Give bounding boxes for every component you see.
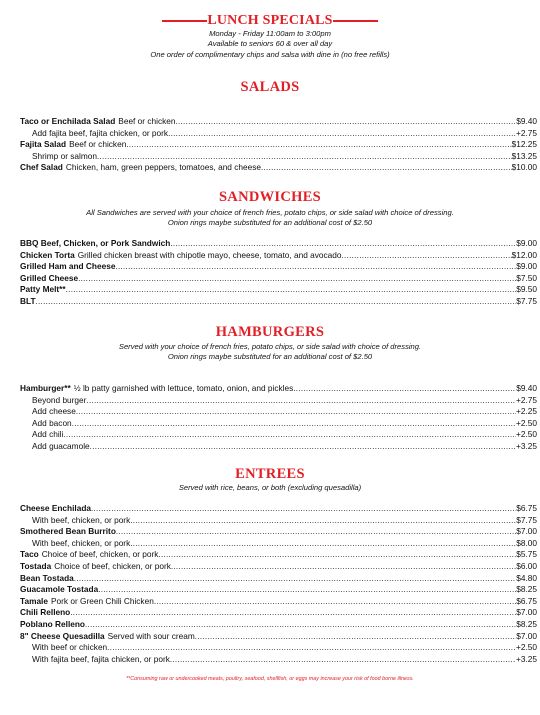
menu-item-description: Add fajita beef, fajita chicken, or pork — [32, 127, 169, 138]
menu-item-description: With beef or chicken — [32, 642, 108, 653]
menu-item-row — [20, 429, 537, 441]
hamburgers-note: Onion rings maybe substituted for an additional cost of $2.50 — [167, 352, 373, 361]
menu-item-name: Chicken Torta — [20, 249, 75, 260]
dot-leader — [86, 395, 516, 407]
dot-leader — [98, 584, 516, 596]
dot-leader — [293, 383, 516, 395]
menu-item-row — [20, 151, 537, 163]
menu-item-description: Shrimp or salmon — [32, 150, 98, 161]
menu-item-row — [20, 116, 537, 128]
menu-item-description: Add cheese — [32, 406, 76, 417]
menu-item-row — [20, 261, 537, 273]
dot-leader — [261, 162, 512, 174]
menu-item-row — [20, 549, 537, 561]
menu-item-name: Chili Relleno — [20, 607, 71, 618]
header-line: One order of complimentary chips and salsa with dine in (no free refills) — [150, 49, 390, 59]
dot-leader — [36, 296, 517, 308]
menu-item-description: With fajita beef, fajita chicken, or pork — [32, 653, 170, 664]
salads-list — [20, 116, 537, 174]
menu-item-name: Chef Salad — [20, 162, 63, 173]
menu-item-name: Hamburger** — [20, 383, 71, 393]
menu-item-price: $7.50 — [516, 272, 537, 283]
menu-item-price: $8.25 — [516, 618, 537, 629]
menu-item-name: Tostada — [20, 560, 52, 571]
menu-item-price: $7.00 — [516, 607, 537, 618]
entrees-list — [20, 503, 537, 665]
dot-leader — [126, 139, 511, 151]
sandwiches-list — [20, 238, 537, 308]
header-line: Monday - Friday 11:00am to 3:00pm — [209, 29, 331, 38]
title-rule-right — [333, 20, 378, 22]
menu-item-description: Pork or Green Chili Chicken — [50, 595, 154, 606]
menu-item-name: Smothered Bean Burrito — [20, 526, 116, 537]
menu-item-row — [20, 584, 537, 596]
menu-item-name: Bean Tostada — [20, 572, 74, 583]
page-title-block — [162, 13, 377, 29]
menu-item-description: Served with sour cream — [107, 630, 195, 641]
menu-item-description: Beyond burger — [32, 394, 87, 405]
menu-item-price: +2.50 — [516, 417, 537, 428]
menu-item-row — [20, 273, 537, 285]
menu-item-description: Add chili — [32, 429, 64, 440]
menu-item-description: Beef or chicken — [118, 116, 176, 126]
menu-item-price: $7.00 — [516, 630, 537, 641]
dot-leader — [85, 619, 516, 631]
dot-leader — [91, 503, 516, 515]
menu-item-row — [20, 395, 537, 407]
dot-leader — [342, 250, 512, 262]
menu-item-description: Choice of beef, chicken, or pork — [54, 560, 171, 571]
menu-item-row — [20, 538, 537, 550]
entrees-note: Served with rice, beans, or both (excluding quesadilla) — [178, 483, 362, 492]
sandwiches-title: SANDWICHES — [218, 189, 322, 205]
menu-item-row — [20, 573, 537, 585]
dot-leader — [72, 418, 516, 430]
menu-item-row — [20, 296, 537, 308]
menu-item-row — [20, 607, 537, 619]
menu-item-name: Cheese Enchilada — [20, 503, 92, 513]
menu-item-price: $13.25 — [511, 150, 537, 161]
menu-item-price: $4.80 — [516, 572, 537, 583]
menu-item-row — [20, 284, 537, 296]
menu-item-row — [20, 441, 537, 453]
menu-item-description: With beef, chicken, or pork — [32, 514, 131, 525]
menu-item-row — [20, 139, 537, 151]
header — [0, 9, 540, 60]
menu-item-price: $6.00 — [516, 560, 537, 571]
menu-item-description: Add guacamole — [32, 440, 90, 451]
dot-leader — [76, 406, 516, 418]
hamburgers-note: Served with your choice of french fries, potato chips, or side salad with choice of dressing. — [118, 342, 422, 351]
menu-item-name: Taco — [20, 549, 39, 560]
dot-leader — [154, 596, 516, 608]
dot-leader — [115, 261, 516, 273]
menu-item-price: $10.00 — [511, 162, 537, 173]
menu-item-name: Tamale — [20, 595, 48, 606]
sandwiches-note: Onion rings maybe substituted for an additional cost of $2.50 — [167, 218, 373, 227]
dot-leader — [116, 526, 516, 538]
menu-item-price: $6.75 — [516, 595, 537, 606]
hamburgers-list — [20, 383, 537, 453]
menu-item-price: $7.75 — [516, 295, 537, 306]
menu-item-price: $9.40 — [516, 116, 537, 126]
dot-leader — [70, 607, 516, 619]
menu-item-price: $9.50 — [516, 284, 537, 295]
dot-leader — [130, 515, 516, 527]
dot-leader — [90, 441, 516, 453]
dot-leader — [107, 642, 516, 654]
menu-item-row — [20, 503, 537, 515]
menu-item-name: Taco or Enchilada Salad — [20, 116, 116, 126]
dot-leader — [130, 538, 516, 550]
menu-item-row — [20, 128, 537, 140]
menu-item-description: Add bacon — [32, 417, 72, 428]
menu-item-name: Grilled Ham and Cheese — [20, 261, 116, 272]
dot-leader — [66, 284, 517, 296]
food-safety-disclaimer: **Consuming raw or undercooked meats, poultry, seafood, shellfish, or eggs may increase your risk of food borne illness. — [126, 676, 414, 682]
menu-item-price: +2.75 — [516, 394, 537, 405]
menu-item-name: Poblano Relleno — [20, 618, 85, 629]
page-title: LUNCH SPECIALS — [207, 13, 333, 28]
dot-leader — [168, 128, 516, 140]
menu-item-row — [20, 526, 537, 538]
menu-item-name: Guacamole Tostada — [20, 584, 99, 595]
dot-leader — [170, 238, 516, 250]
menu-item-price: +2.50 — [516, 642, 537, 653]
menu-item-price: $9.00 — [516, 238, 537, 248]
menu-item-price: +3.25 — [516, 653, 537, 664]
menu-item-description: Chicken, ham, green peppers, tomatoes, and cheese — [65, 162, 261, 173]
salads-title: SALADS — [240, 79, 300, 95]
menu-item-price: $9.40 — [516, 383, 537, 393]
menu-item-name: BLT — [20, 295, 36, 306]
menu-item-row — [20, 406, 537, 418]
menu-item-row — [20, 250, 537, 262]
menu-item-name: BBQ Beef, Chicken, or Pork Sandwich — [20, 238, 171, 248]
menu-item-price: $5.75 — [516, 549, 537, 560]
menu-item-price: +2.75 — [516, 127, 537, 138]
dot-leader — [97, 151, 512, 163]
menu-item-price: +2.25 — [516, 406, 537, 417]
dot-leader — [158, 549, 516, 561]
entrees-title: ENTREES — [235, 466, 305, 482]
menu-item-row — [20, 642, 537, 654]
menu-item-price: $6.75 — [516, 503, 537, 513]
menu-item-name: 8" Cheese Quesadilla — [20, 630, 105, 641]
menu-item-price: $8.25 — [516, 584, 537, 595]
menu-item-description: With beef, chicken, or pork — [32, 537, 131, 548]
dot-leader — [195, 631, 516, 643]
header-line: Available to seniors 60 & over all day — [207, 39, 333, 49]
menu-item-price: $7.75 — [516, 514, 537, 525]
dot-leader — [175, 116, 516, 128]
menu-item-row — [20, 383, 537, 395]
dot-leader — [171, 561, 516, 573]
menu-item-name: Fajita Salad — [20, 139, 67, 150]
menu-item-row — [20, 654, 537, 666]
menu-item-price: +3.25 — [516, 440, 537, 451]
dot-leader — [170, 654, 516, 666]
sandwiches-note: All Sandwiches are served with your choice of french fries, potato chips, or side salad with choice of dressing. — [86, 208, 454, 217]
menu-item-price: $12.00 — [511, 249, 537, 260]
menu-item-description: Beef or chicken — [69, 139, 127, 150]
dot-leader — [63, 429, 516, 441]
menu-item-name: Patty Melt** — [20, 284, 66, 295]
menu-item-price: $8.00 — [516, 537, 537, 548]
dot-leader — [78, 273, 516, 285]
dot-leader — [74, 573, 516, 585]
menu-item-row — [20, 418, 537, 430]
menu-item-row — [20, 162, 537, 174]
menu-item-price: $9.00 — [516, 261, 537, 272]
menu-item-description: ½ lb patty garnished with lettuce, tomato, onion, and pickles — [73, 383, 294, 393]
menu-item-name: Grilled Cheese — [20, 272, 79, 283]
menu-item-row — [20, 631, 537, 643]
menu-item-row — [20, 515, 537, 527]
menu-item-description: Grilled chicken breast with chipotle mayo, cheese, tomato, and avocado — [77, 249, 342, 260]
menu-item-price: $12.25 — [511, 139, 537, 150]
menu-item-row — [20, 238, 537, 250]
menu-item-row — [20, 619, 537, 631]
hamburgers-title: HAMBURGERS — [215, 324, 325, 340]
menu-item-row — [20, 596, 537, 608]
title-rule-left — [162, 20, 207, 22]
menu-item-description: Choice of beef, chicken, or pork — [41, 549, 159, 560]
menu-item-price: $7.00 — [516, 526, 537, 537]
menu-item-row — [20, 561, 537, 573]
menu-item-price: +2.50 — [516, 429, 537, 440]
